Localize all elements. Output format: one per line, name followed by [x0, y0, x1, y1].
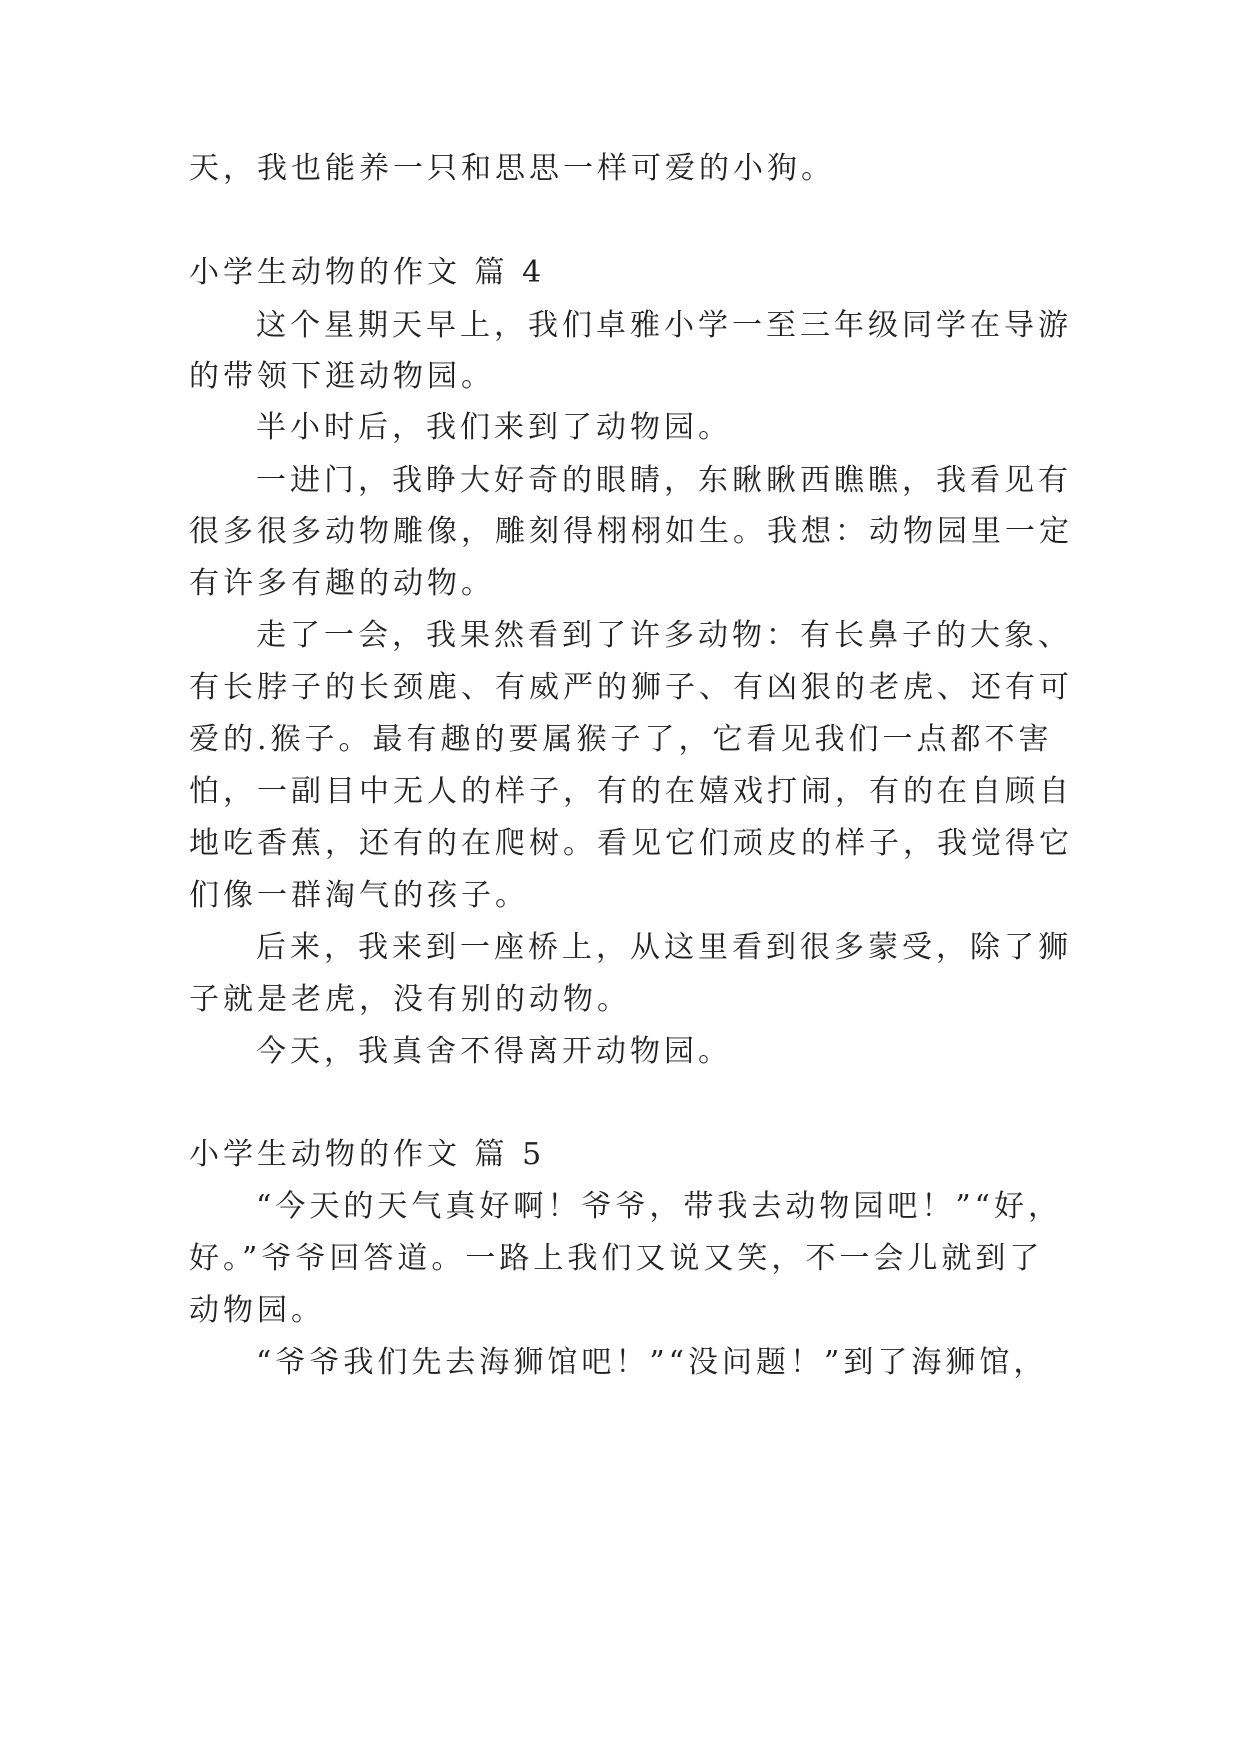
paragraph-line: 一进门，我睁大好奇的眼睛，东瞅瞅西瞧瞧，我看见有 — [256, 463, 1072, 498]
paragraph-line: 动物园。 — [189, 1293, 325, 1328]
paragraph-line: 半小时后，我们来到了动物园。 — [256, 410, 732, 445]
paragraph-line: 地吃香蕉，还有的在爬树。看见它们顽皮的样子，我觉得它 — [189, 826, 1073, 861]
paragraph-line: 有长脖子的长颈鹿、有威严的狮子、有凶狠的老虎、还有可 — [189, 670, 1073, 705]
paragraph-line: 很多很多动物雕像，雕刻得栩栩如生。我想：动物园里一定 — [189, 514, 1073, 549]
paragraph-line: 走了一会，我果然看到了许多动物：有长鼻子的大象、 — [256, 618, 1072, 653]
paragraph-line: 这个星期天早上，我们卓雅小学一至三年级同学在导游 — [256, 308, 1072, 343]
paragraph-line: 的带领下逛动物园。 — [189, 359, 495, 394]
paragraph-line: “爷爷我们先去海狮馆吧！”“没问题！”到了海狮馆， — [256, 1345, 1048, 1380]
paragraph-line: 子就是老虎，没有别的动物。 — [189, 982, 631, 1017]
paragraph-line: “今天的天气真好啊！爷爷，带我去动物园吧！”“好， — [256, 1189, 1063, 1224]
paragraph-line: 们像一群淘气的孩子。 — [189, 878, 529, 913]
paragraph-line: 爱的.猴子。最有趣的要属猴子了，它看见我们一点都不害 — [189, 722, 1053, 757]
paragraph-line: 好。”爷爷回答道。一路上我们又说又笑，不一会儿就到了 — [189, 1241, 1044, 1276]
paragraph-line: 怕，一副目中无人的样子，有的在嬉戏打闹，有的在自顾自 — [189, 774, 1073, 809]
paragraph-line: 今天，我真舍不得离开动物园。 — [256, 1034, 732, 1069]
paragraph-line: 天，我也能养一只和思思一样可爱的小狗。 — [189, 151, 835, 186]
paragraph-line: 有许多有趣的动物。 — [189, 566, 495, 601]
section-heading: 小学生动物的作文 篇 5 — [189, 1137, 546, 1172]
section-heading: 小学生动物的作文 篇 4 — [189, 255, 546, 290]
paragraph-line: 后来，我来到一座桥上，从这里看到很多蒙受，除了狮 — [256, 930, 1072, 965]
